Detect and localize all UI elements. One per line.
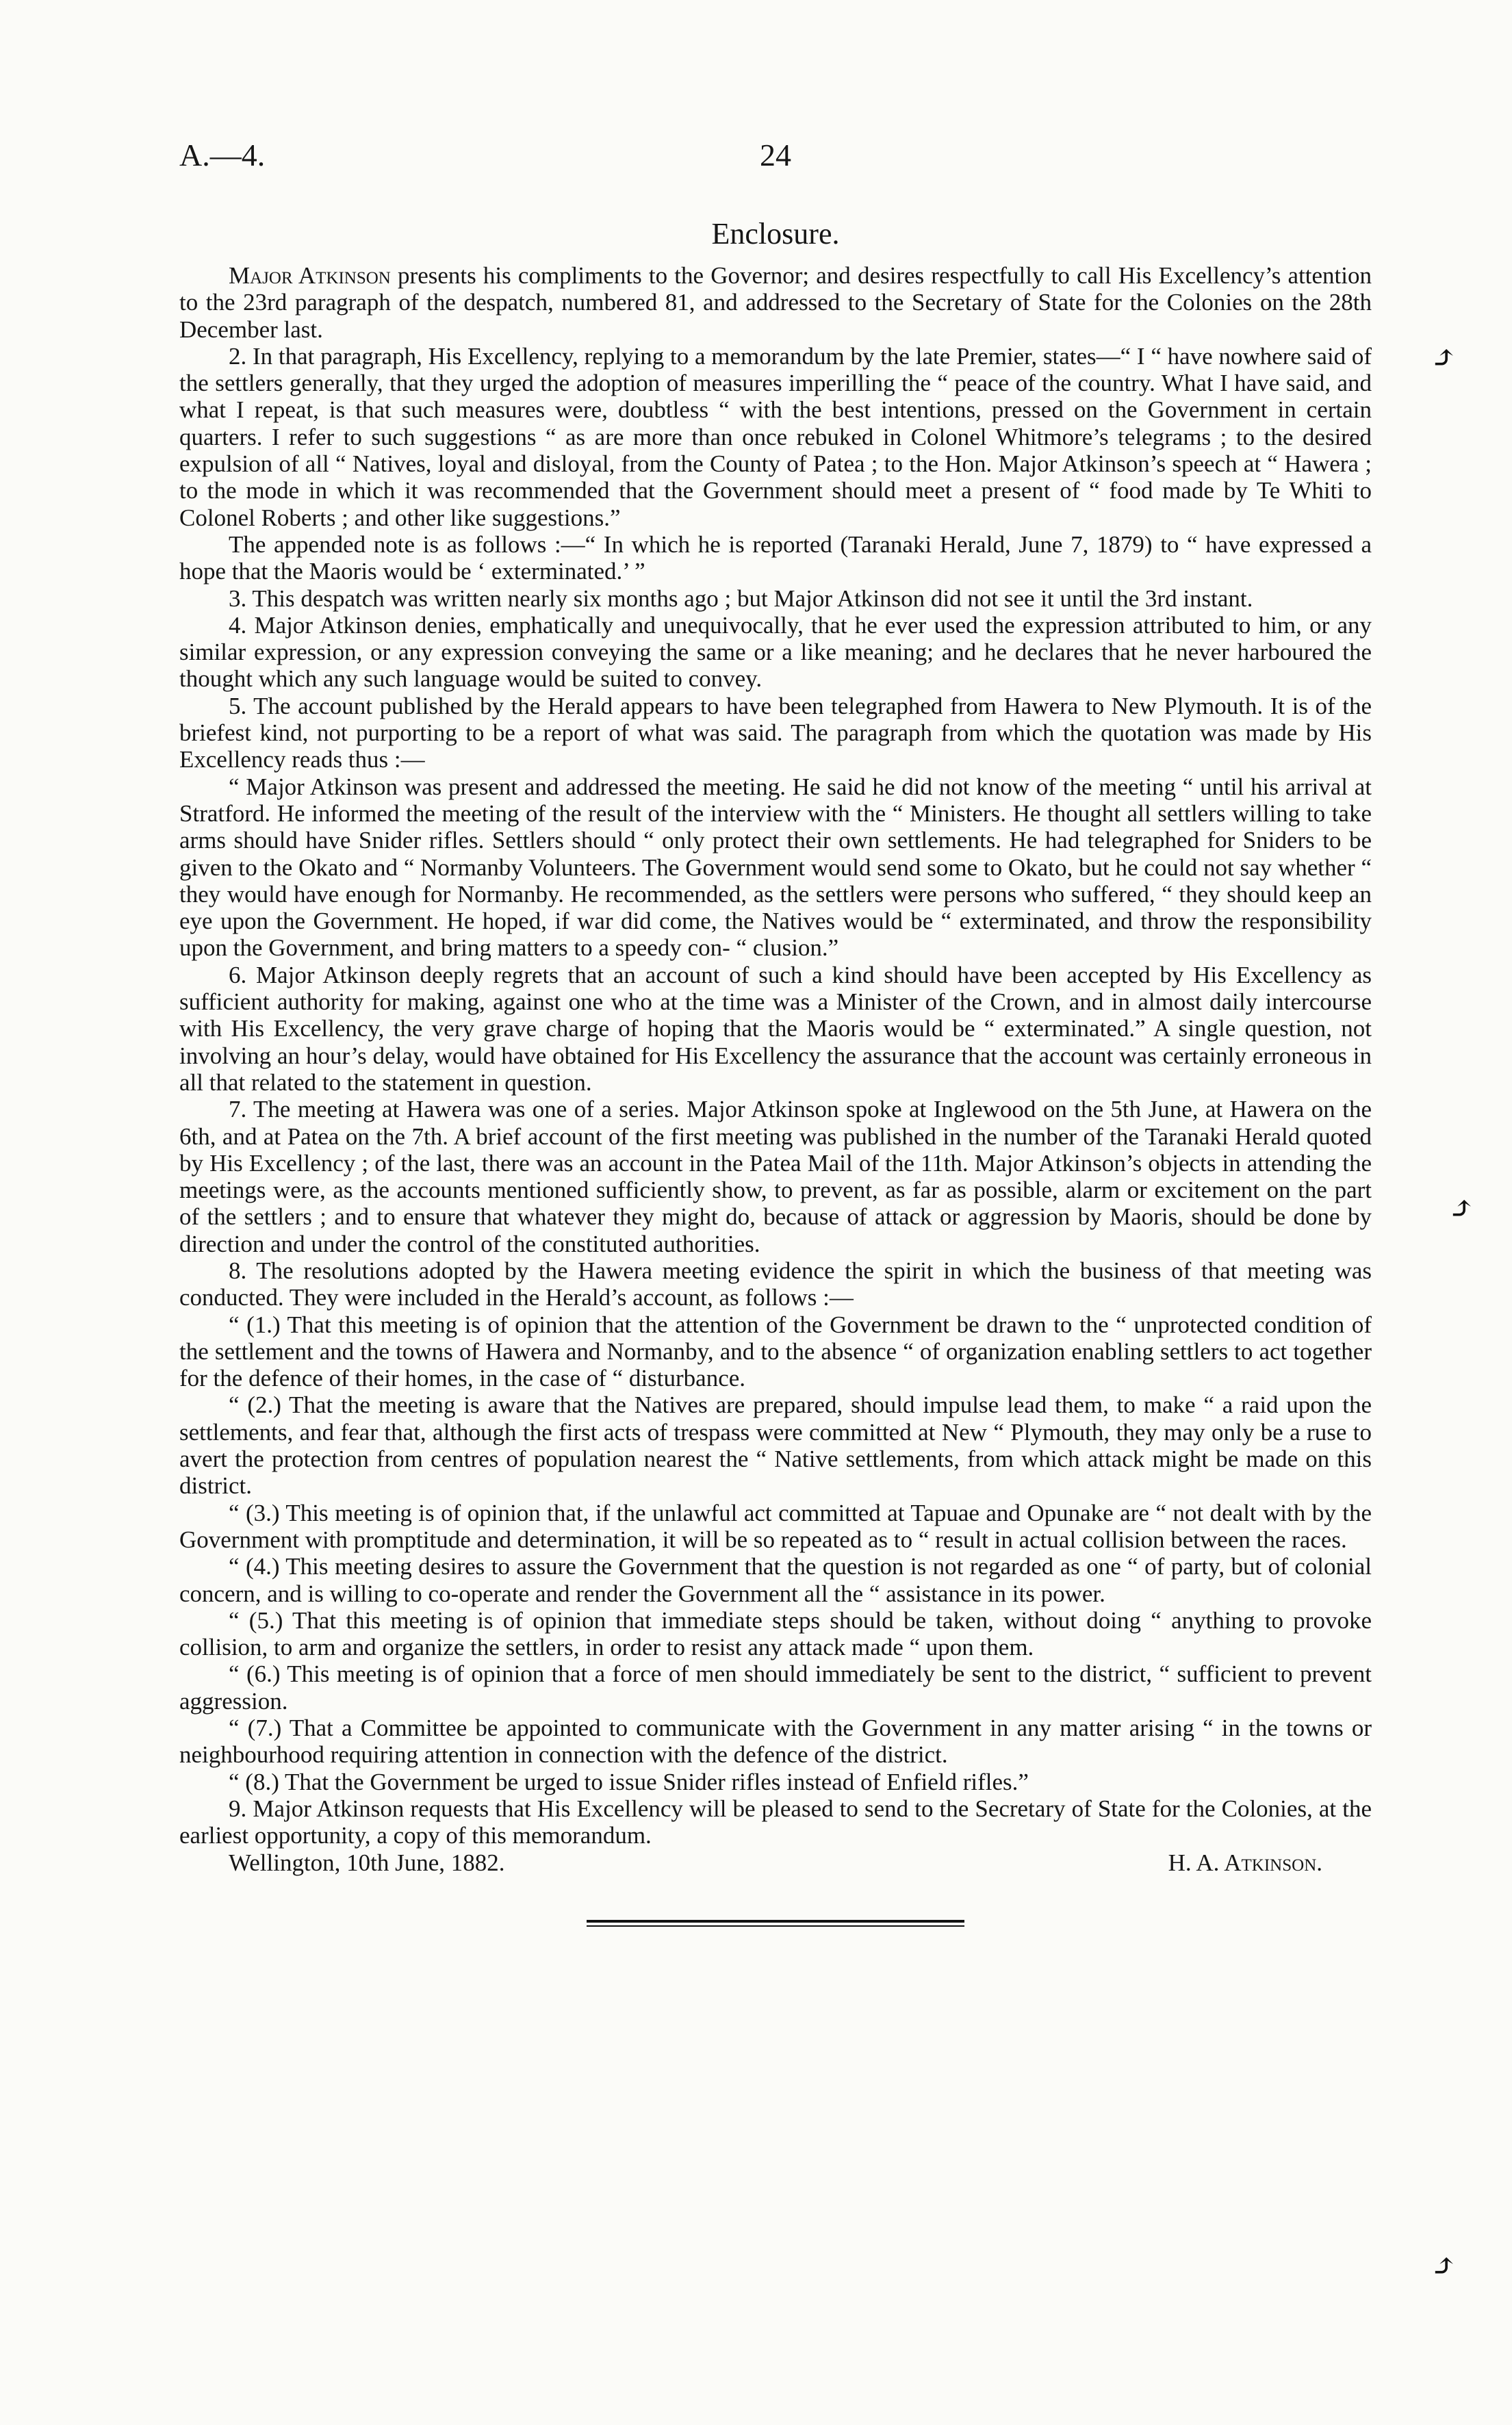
resolution-7: “ (7.) That a Committee be appointed to communicate with the Government in any matter arising “ in the towns or neighbourhood requiring attention in connection with the defence of the district.	[179, 1715, 1372, 1769]
paragraph-2: 2. In that paragraph, His Excellency, replying to a memorandum by the late Premier, states—“ I “ have nowhere said of the settlers generally, that they urged the adoption of measures imperilling the “ peace of the country. What I have said, and what I repeat, is that such measures were, doubtless “ with the best intentions, pressed on the Government in certain quarters. I refer to such suggestions “ as are more than once rebuked in Colonel Whitmore’s telegrams ; to the desired expulsion of all “ Natives, loyal and disloyal, from the County of Patea ; to the Hon. Major Atkinson’s speech at “ Hawera ; to the mode in which it was recommended that the Government should meet a present of “ food made by Te Whiti to Colonel Roberts ; and other like suggestions.”	[179, 342, 1372, 531]
appended-note: The appended note is as follows :—“ In which he is reported (Taranaki Herald, June 7, 1879) to “ have expressed a hope that the Maoris would be ‘ exterminated.’ ”	[179, 530, 1372, 585]
page-header	[179, 137, 1372, 185]
resolution-3: “ (3.) This meeting is of opinion that, if the unlawful act committed at Tapuae and Opunake are “ not dealt with by the Government with promptitude and determination, it will be so repeated as to “ result in actual collision between the races.	[179, 1499, 1372, 1553]
paragraph-3: 3. This despatch was written nearly six months ago ; but Major Atkinson did not see it until the 3rd instant.	[229, 585, 1253, 612]
signatory-name: H. A. Atkinson.	[1168, 1849, 1322, 1876]
margin-tick-mark: ⤴	[1448, 1191, 1475, 1226]
herald-quotation: “ Major Atkinson was present and addressed the meeting. He said he did not know of the meeting “ until his arrival at Stratford. He informed the meeting of the result of the interview with the “ Ministers. He thought all settlers willing to take arms should have Snider rifles. Settlers should “ only protect their own settlements. He had telegraphed for Sniders to be given to the Okato and “ Normanby Volunteers. The Government would send some to Okato, but he could not say whether “ they would have enough for Normanby. He recommended, as the settlers were persons who suffered, “ they should keep an eye upon the Government. He hoped, if war did come, the Natives would be “ exterminated, and throw the responsibility upon the Government, and bring matters to a speedy con- “ clusion.”	[179, 773, 1372, 962]
paragraph-1: Major Atkinson presents his compliments to the Governor; and desires respectfully to call His Excellency’s attention to the 23rd paragraph of the despatch, numbered 81, and addressed to the Secretary of State for the Colonies on the 28th December last.	[179, 262, 1372, 343]
resolution-1: “ (1.) That this meeting is of opinion that the attention of the Government be drawn to the “ unprotected condition of the settlement and the towns of Hawera and Normanby, and to the absence “ of organization enabling settlers to act together for the defence of their homes, in the case of “ disturbance.	[179, 1311, 1372, 1392]
paragraph-4: 4. Major Atkinson denies, emphatically and unequivocally, that he ever used the expression attributed to him, or any similar expression, or any expression conveying the same or a like meaning; and he declares that he never harboured the thought which any such language would be suited to convey.	[179, 611, 1372, 693]
document-page	[179, 137, 1372, 1927]
paragraph-9: 9. Major Atkinson requests that His Excellency will be pleased to send to the Secretary of State for the Colonies, at the earliest opportunity, a copy of this memorandum.	[179, 1795, 1372, 1849]
resolution-8: “ (8.) That the Government be urged to issue Snider rifles instead of Enfield rifles.”	[229, 1768, 1029, 1795]
memorandum-body	[179, 262, 1372, 1876]
signature-line	[179, 1849, 1372, 1876]
document-reference: A.—4.	[179, 138, 266, 172]
resolution-4: “ (4.) This meeting desires to assure the Government that the question is not regarded as one “ of party, but of colonial concern, and is willing to co-operate and render the Government all the “ assistance in its power.	[179, 1553, 1372, 1607]
paragraph-8: 8. The resolutions adopted by the Hawera meeting evidence the spirit in which the business of that meeting was conducted. They were included in the Herald’s account, as follows :—	[179, 1257, 1372, 1311]
resolution-5: “ (5.) That this meeting is of opinion that immediate steps should be taken, without doing “ anything to provoke collision, to arm and organize the settlers, in order to resist any attack made “ upon them.	[179, 1606, 1372, 1661]
margin-tick-mark: ⤴	[1431, 340, 1457, 375]
paragraph-7: 7. The meeting at Hawera was one of a series. Major Atkinson spoke at Inglewood on the 5th June, at Hawera on the 6th, and at Patea on the 7th. A brief account of the first meeting was published in the number of the Taranaki Herald quoted by His Excellency ; of the last, there was an account in the Patea Mail of the 11th. Major Atkinson’s objects in attending the meetings were, as the accounts mentioned sufficiently show, to prevent, as far as possible, alarm or excitement on the part of the settlers ; and to ensure that whatever they might do, because of attack or aggression by Maoris, should be done by direction and under the control of the constituted authorities.	[179, 1096, 1372, 1257]
resolution-6: “ (6.) This meeting is of opinion that a force of men should immediately be sent to the district, “ sufficient to prevent aggression.	[179, 1660, 1372, 1715]
paragraph-6: 6. Major Atkinson deeply regrets that an account of such a kind should have been accepted by His Excellency as sufficient authority for making, against one who at the time was a Minister of the Crown, and in almost daily intercourse with His Excellency, the very grave charge of hoping that the Maoris would be “ exterminated.” A single question, not involving an hour’s delay, would have obtained for His Excellency the assurance that the account was certainly erroneous in all that related to the statement in question.	[179, 961, 1372, 1096]
margin-tick-mark: ⤴	[1431, 2248, 1457, 2283]
paragraph-1-lead: Major Atkinson	[229, 262, 391, 289]
closing-rule	[587, 1920, 964, 1927]
place-date: Wellington, 10th June, 1882.	[229, 1849, 505, 1876]
paragraph-5: 5. The account published by the Herald appears to have been telegraphed from Hawera to New Plymouth. It is of the briefest kind, not purporting to be a report of what was said. The paragraph from which the quotation was made by His Excellency reads thus :—	[179, 692, 1372, 773]
resolution-2: “ (2.) That the meeting is aware that the Natives are prepared, should impulse lead them, to make “ a raid upon the settlements, and fear that, although the first acts of trespass were committed at New “ Plymouth, they may only be a ruse to avert the protection from centres of population nearest the “ Native settlements, from which attack might be made on this district.	[179, 1391, 1372, 1500]
enclosure-title: Enclosure.	[711, 217, 840, 251]
page-number: 24	[760, 138, 791, 172]
